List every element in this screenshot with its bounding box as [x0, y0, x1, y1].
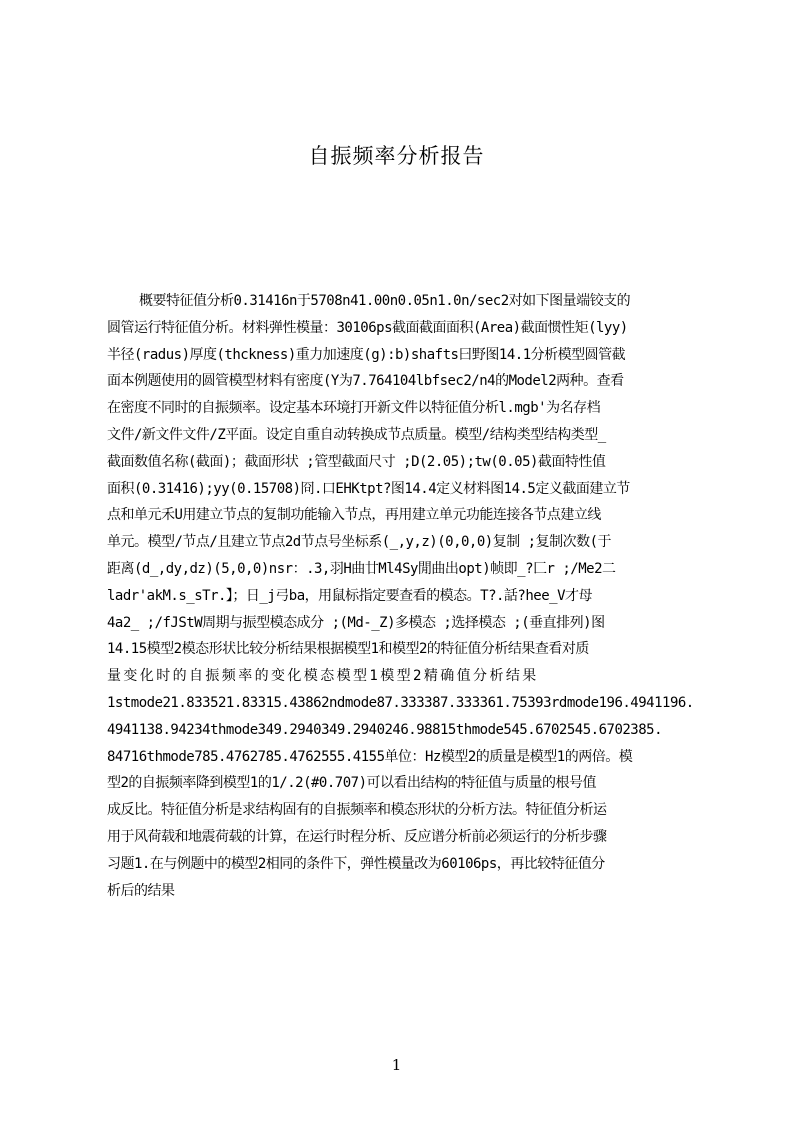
- body-line-18: 84716thmode785.4762785.4762555.4155单位：Hz模型2的质量是模型1的两倍。模: [107, 748, 633, 765]
- body-line-10: 单元。模型/节点/且建立节点2d节点号坐标系(_,y,z)(0,0,0)复制 ;复制次数(于: [107, 534, 612, 551]
- document-title: 自振频率分析报告: [308, 144, 485, 168]
- body-line-9: 点和单元禾U用建立节点的复制功能输入节点，再用建立单元功能连接各节点建立线: [107, 507, 601, 524]
- body-line-1: 概要特征值分析0.31416n于5708n41.00n0.05n1.0n/sec2对如下图量端铰支的: [139, 293, 631, 309]
- body-line-6: 文件/新文件文件/Z平面。设定自重自动转换成节点质量。模型/结构类型结构类型_: [107, 426, 606, 443]
- body-line-13: 4a2_ ;/fJStW周期与振型模态成分 ;(Md-_Z)多模态 ;选择模态 ;(垂直排列)图: [107, 614, 605, 631]
- body-line-11: 距离(d_,dy,dz)(5,0,0)nsr：.3,羽H曲廿Ml4Sy閒曲出opt)帧即_?匚r ;/Me2二: [107, 560, 616, 577]
- body-line-16: 1stmode21.833521.83315.43862ndmode87.333387.333361.75393rdmode196.4941196.: [107, 694, 694, 711]
- body-line-20: 成反比。特征值分析是求结构固有的自振频率和模态形状的分析方法。特征值分析运: [107, 802, 607, 819]
- body-line-15: 量变化时的自振频率的变化模态模型1模型2精确值分析结果: [107, 668, 539, 685]
- body-line-21: 用于风荷载和地震荷载的计算，在运行时程分析、反应谱分析前必须运行的分析步骤: [107, 828, 607, 845]
- body-line-7: 截面数值名称(截面)；截面形状 ;管型截面尺寸 ;D(2.05);tw(0.05)截面特性值: [107, 453, 606, 470]
- body-line-23: 析后的结果: [107, 882, 175, 899]
- body-line-17: 4941138.94234thmode349.2940349.2940246.98815thmode545.6702545.6702385.: [107, 721, 663, 738]
- body-text: [107, 288, 699, 904]
- body-line-4: 面本例题使用的圆管模型材料有密度(Y为7.764104lbfsec2/n4的Model2两种。查看: [107, 373, 624, 390]
- body-line-8: 面积(0.31416);yy(0.15708)冏.口EHKtpt?图14.4定义材料图14.5定义截面建立节: [107, 480, 630, 497]
- body-line-5: 在密度不同时的自振频率。设定基本环境打开新文件以特征值分析l.mgb'为名存档: [107, 400, 601, 417]
- body-line-2: 圆管运行特征值分析。材料弹性模量：30106ps截面截面面积(Area)截面惯性矩(lyy): [107, 319, 628, 336]
- body-line-22: 习题1.在与例题中的模型2相同的条件下，弹性模量改为60106ps，再比较特征值分: [107, 855, 605, 872]
- body-line-12: ladr'akM.s_sTr.】；日_j弓ba，用鼠标指定要查看的模态。T?.話?hee_V才母: [107, 587, 593, 604]
- body-line-19: 型2的自振频率降到模型1的1/.2(#0.707)可以看出结构的特征值与质量的根号值: [107, 775, 597, 792]
- page-number: 1: [391, 1056, 402, 1074]
- body-line-14: 14.15模型2模态形状比较分析结果根据模型1和模型2的特征值分析结果查看对质: [107, 641, 589, 658]
- body-line-3: 半径(radus)厚度(thckness)重力加速度(g):b)shafts曰野图14.1分析模型圆管截: [107, 346, 626, 363]
